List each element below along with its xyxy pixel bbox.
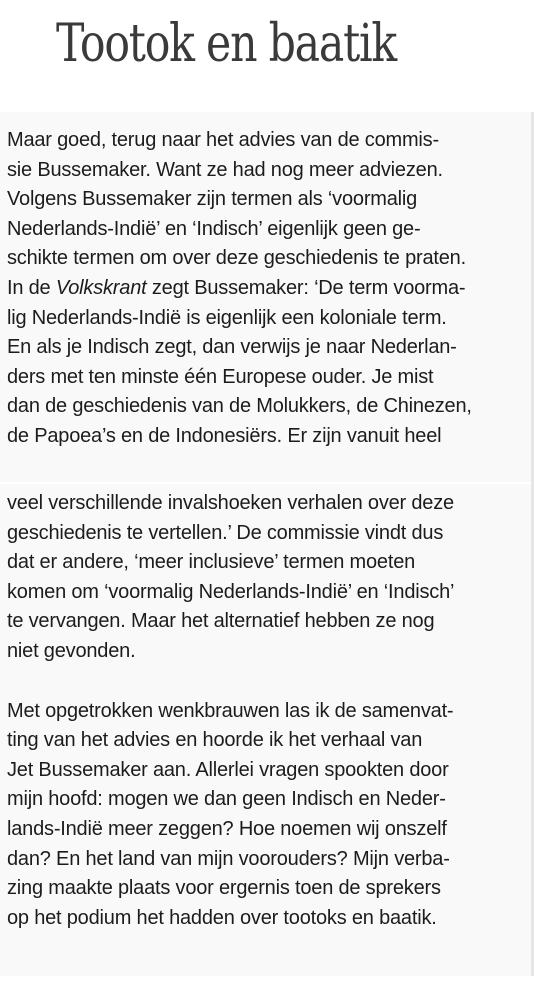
text-line: de Papoea’s en de Indonesiërs. Er zijn vanuit heel (7, 424, 442, 447)
text-line: schikte termen om over deze geschiedenis te praten. (7, 247, 466, 270)
text-line: komen om ‘voormalig Nederlands-Indië’ en ‘Indisch’ (7, 580, 455, 603)
text-line: lands-Indië meer zeggen? Hoe noemen wij onszelf (7, 817, 447, 840)
text-line: op het podium het hadden over tootoks en baatik. (7, 906, 437, 929)
text-line: Nederlands-Indië’ en ‘Indisch’ eigenlijk geen ge- (7, 217, 421, 240)
text-line: Volgens Bussemaker zijn termen als ‘voormalig (7, 188, 418, 211)
text-line: ders met ten minste één Europese ouder. Je mist (7, 365, 434, 388)
text-block-bottom (0, 484, 534, 976)
text-line: dat er andere, ‘meer inclusieve’ termen moeten (7, 551, 416, 574)
text-line: Maar goed, terug naar het advies van de commis- (7, 129, 439, 151)
text-line-italic-ref: In de Volkskrant zegt Bussemaker: ‘De term voorma- (7, 276, 466, 299)
text-line: veel verschillende invalshoeken verhalen over deze (7, 492, 454, 514)
publication-name: Volkskrant (55, 276, 147, 299)
text-line: Met opgetrokken wenkbrauwen las ik de samenvat- (7, 699, 454, 722)
text-line: mijn hoofd: mogen we dan geen Indisch en Neder- (7, 788, 446, 811)
text-line: dan? En het land van mijn voorouders? Mijn verba- (7, 847, 450, 870)
article-title: Tootok en baatik (56, 14, 396, 74)
text-line: sie Bussemaker. Want ze had nog meer adviezen. (7, 158, 443, 181)
text-line: geschiedenis te vertellen.’ De commissie vindt dus (7, 521, 444, 544)
text-line: dan de geschiedenis van de Molukkers, de Chinezen, (7, 395, 472, 418)
text-line: Jet Bussemaker aan. Allerlei vragen spookten door (7, 758, 449, 781)
text-line: lig Nederlands-Indië is eigenlijk een koloniale term. (7, 306, 447, 329)
text-line: En als je Indisch zegt, dan verwijs je naar Nederlan- (7, 336, 457, 359)
paragraph-gap (7, 667, 534, 697)
text-line: ting van het advies en hoorde ik het verhaal van (7, 729, 423, 752)
text-block-top (0, 112, 534, 482)
text-line: zing maakte plaats voor ergernis toen de sprekers (7, 877, 441, 900)
text-line: niet gevonden. (7, 639, 136, 662)
text-line: te vervangen. Maar het alternatief hebben ze nog (7, 610, 435, 633)
